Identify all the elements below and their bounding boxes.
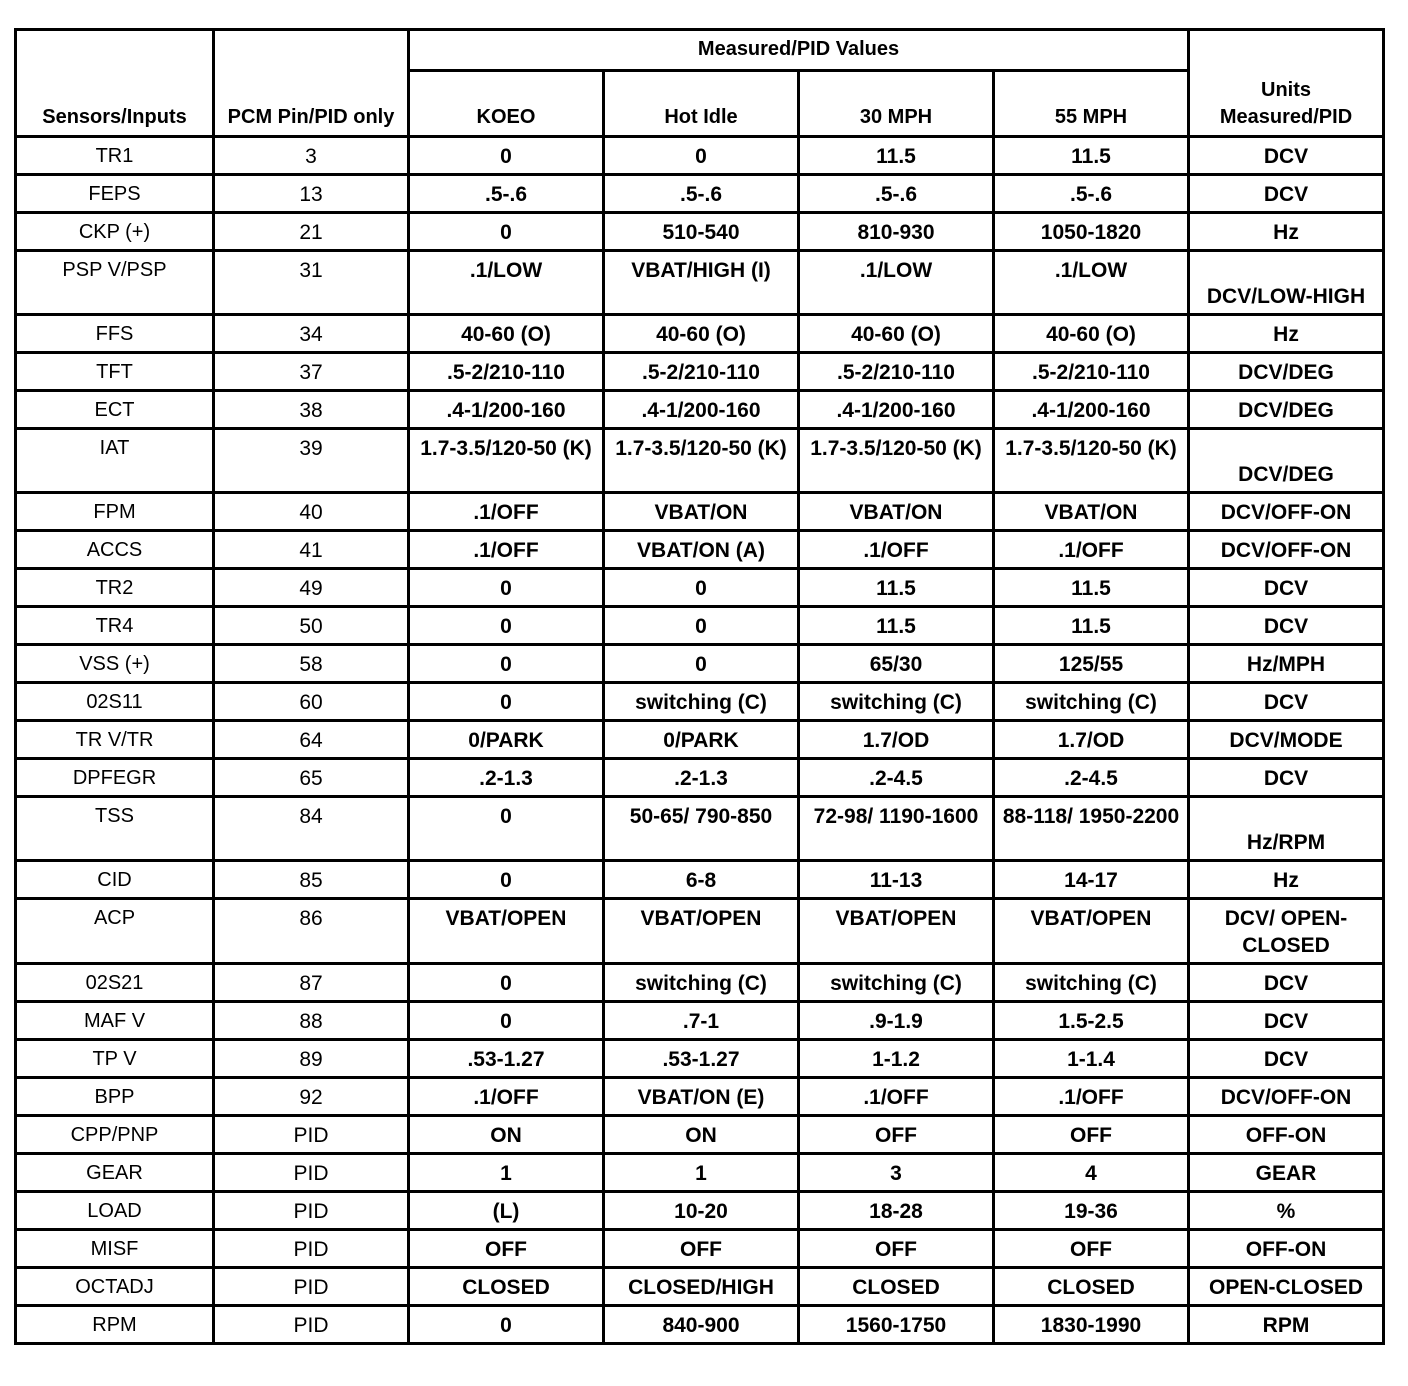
mph30-cell: .1/OFF [799, 531, 994, 569]
sensor-cell: FFS [16, 315, 214, 353]
units-cell: DCV [1189, 964, 1384, 1002]
mph55-cell: .1/OFF [994, 1078, 1189, 1116]
koeo-cell: 0 [409, 683, 604, 721]
sensor-cell: VSS (+) [16, 645, 214, 683]
pin-cell: 49 [214, 569, 409, 607]
units-cell: DCV [1189, 569, 1384, 607]
mph55-cell: 1.5-2.5 [994, 1002, 1189, 1040]
units-cell: DCV/OFF-ON [1189, 531, 1384, 569]
pin-cell: 31 [214, 251, 409, 315]
pin-cell: 84 [214, 797, 409, 861]
mph55-cell: 88-118/ 1950-2200 [994, 797, 1189, 861]
hot-idle-cell: VBAT/OPEN [604, 899, 799, 964]
sensor-cell: 02S11 [16, 683, 214, 721]
sensor-cell: TR4 [16, 607, 214, 645]
hot-idle-cell: VBAT/ON [604, 493, 799, 531]
mph30-cell: .5-2/210-110 [799, 353, 994, 391]
mph30-cell: 1.7/OD [799, 721, 994, 759]
units-cell: OFF-ON [1189, 1116, 1384, 1154]
koeo-cell: .2-1.3 [409, 759, 604, 797]
pin-cell: 89 [214, 1040, 409, 1078]
mph30-cell: 72-98/ 1190-1600 [799, 797, 994, 861]
mph30-cell: 1.7-3.5/120-50 (K) [799, 429, 994, 493]
pin-cell: 37 [214, 353, 409, 391]
hot-idle-cell: 1.7-3.5/120-50 (K) [604, 429, 799, 493]
sensor-cell: ECT [16, 391, 214, 429]
hot-idle-cell: switching (C) [604, 964, 799, 1002]
sensor-cell: MAF V [16, 1002, 214, 1040]
pin-cell: 58 [214, 645, 409, 683]
table-header [16, 30, 1384, 137]
koeo-cell: OFF [409, 1230, 604, 1268]
mph30-cell: 11.5 [799, 137, 994, 175]
hot-idle-cell: .5-2/210-110 [604, 353, 799, 391]
koeo-cell: 0 [409, 213, 604, 251]
sensor-cell: ACP [16, 899, 214, 964]
pin-cell: 85 [214, 861, 409, 899]
sensor-cell: FPM [16, 493, 214, 531]
koeo-cell: (L) [409, 1192, 604, 1230]
mph30-cell: .5-.6 [799, 175, 994, 213]
table-row [16, 315, 1384, 353]
mph55-cell: 11.5 [994, 137, 1189, 175]
header-55-mph: 55 MPH [994, 71, 1189, 137]
pin-cell: PID [214, 1230, 409, 1268]
hot-idle-cell: .2-1.3 [604, 759, 799, 797]
sensor-cell: CID [16, 861, 214, 899]
mph55-cell: 11.5 [994, 607, 1189, 645]
pin-cell: 38 [214, 391, 409, 429]
sensor-cell: OCTADJ [16, 1268, 214, 1306]
units-cell: DCV/ OPEN-CLOSED [1189, 899, 1384, 964]
table-row [16, 607, 1384, 645]
hot-idle-cell: 6-8 [604, 861, 799, 899]
table-row [16, 1306, 1384, 1344]
hot-idle-cell: 10-20 [604, 1192, 799, 1230]
units-cell: DCV/DEG [1189, 391, 1384, 429]
koeo-cell: 0 [409, 964, 604, 1002]
pin-cell: 41 [214, 531, 409, 569]
mph30-cell: 11-13 [799, 861, 994, 899]
table-row [16, 531, 1384, 569]
mph30-cell: 65/30 [799, 645, 994, 683]
mph30-cell: OFF [799, 1230, 994, 1268]
hot-idle-cell: .7-1 [604, 1002, 799, 1040]
mph30-cell: VBAT/ON [799, 493, 994, 531]
koeo-cell: 1.7-3.5/120-50 (K) [409, 429, 604, 493]
koeo-cell: 0 [409, 1306, 604, 1344]
mph55-cell: switching (C) [994, 964, 1189, 1002]
sensor-cell: MISF [16, 1230, 214, 1268]
header-koeo: KOEO [409, 71, 604, 137]
hot-idle-cell: CLOSED/HIGH [604, 1268, 799, 1306]
table-row [16, 569, 1384, 607]
hot-idle-cell: .5-.6 [604, 175, 799, 213]
hot-idle-cell: VBAT/ON (A) [604, 531, 799, 569]
hot-idle-cell: ON [604, 1116, 799, 1154]
pin-cell: 92 [214, 1078, 409, 1116]
units-cell: DCV/LOW-HIGH [1189, 251, 1384, 315]
table-row [16, 137, 1384, 175]
hot-idle-cell: OFF [604, 1230, 799, 1268]
pin-cell: 88 [214, 1002, 409, 1040]
mph55-cell: .5-.6 [994, 175, 1189, 213]
table-row [16, 1116, 1384, 1154]
koeo-cell: 0 [409, 137, 604, 175]
hot-idle-cell: 0 [604, 607, 799, 645]
units-cell: Hz [1189, 315, 1384, 353]
mph30-cell: 3 [799, 1154, 994, 1192]
units-cell: DCV [1189, 1040, 1384, 1078]
sensor-cell: RPM [16, 1306, 214, 1344]
sensor-cell: CKP (+) [16, 213, 214, 251]
mph30-cell: 1-1.2 [799, 1040, 994, 1078]
sensor-cell: ACCS [16, 531, 214, 569]
table-row [16, 1040, 1384, 1078]
mph30-cell: .2-4.5 [799, 759, 994, 797]
pin-cell: 87 [214, 964, 409, 1002]
koeo-cell: .4-1/200-160 [409, 391, 604, 429]
units-cell: DCV [1189, 1002, 1384, 1040]
units-cell: GEAR [1189, 1154, 1384, 1192]
units-cell: OPEN-CLOSED [1189, 1268, 1384, 1306]
koeo-cell: VBAT/OPEN [409, 899, 604, 964]
koeo-cell: .5-2/210-110 [409, 353, 604, 391]
mph30-cell: 11.5 [799, 607, 994, 645]
units-cell: DCV [1189, 683, 1384, 721]
units-cell: Hz [1189, 861, 1384, 899]
sensor-cell: TR1 [16, 137, 214, 175]
koeo-cell: CLOSED [409, 1268, 604, 1306]
units-cell: DCV [1189, 607, 1384, 645]
mph30-cell: VBAT/OPEN [799, 899, 994, 964]
hot-idle-cell: 50-65/ 790-850 [604, 797, 799, 861]
mph30-cell: .9-1.9 [799, 1002, 994, 1040]
table-row [16, 759, 1384, 797]
mph30-cell: .4-1/200-160 [799, 391, 994, 429]
mph30-cell: OFF [799, 1116, 994, 1154]
table-row [16, 391, 1384, 429]
pin-cell: 65 [214, 759, 409, 797]
sensor-cell: TR V/TR [16, 721, 214, 759]
mph30-cell: CLOSED [799, 1268, 994, 1306]
table-row [16, 1268, 1384, 1306]
table-row [16, 213, 1384, 251]
units-cell: DCV/DEG [1189, 429, 1384, 493]
sensor-cell: TP V [16, 1040, 214, 1078]
table-row [16, 1078, 1384, 1116]
units-cell: DCV/OFF-ON [1189, 1078, 1384, 1116]
mph55-cell: 4 [994, 1154, 1189, 1192]
pin-cell: 50 [214, 607, 409, 645]
mph55-cell: 1050-1820 [994, 213, 1189, 251]
hot-idle-cell: 0/PARK [604, 721, 799, 759]
table-row [16, 1230, 1384, 1268]
sensor-cell: TSS [16, 797, 214, 861]
mph55-cell: .5-2/210-110 [994, 353, 1189, 391]
mph55-cell: 1830-1990 [994, 1306, 1189, 1344]
table-row [16, 353, 1384, 391]
hot-idle-cell: VBAT/ON (E) [604, 1078, 799, 1116]
table-row [16, 1002, 1384, 1040]
mph30-cell: 810-930 [799, 213, 994, 251]
koeo-cell: 0 [409, 569, 604, 607]
sensor-cell: TR2 [16, 569, 214, 607]
units-cell: DCV/OFF-ON [1189, 493, 1384, 531]
table-row [16, 1154, 1384, 1192]
table-row [16, 797, 1384, 861]
pin-cell: 13 [214, 175, 409, 213]
table-row [16, 251, 1384, 315]
hot-idle-cell: switching (C) [604, 683, 799, 721]
table-row [16, 1192, 1384, 1230]
header-sensors: Sensors/Inputs [16, 30, 214, 137]
pin-cell: 3 [214, 137, 409, 175]
mph55-cell: VBAT/OPEN [994, 899, 1189, 964]
mph55-cell: 1.7-3.5/120-50 (K) [994, 429, 1189, 493]
header-30-mph: 30 MPH [799, 71, 994, 137]
koeo-cell: .1/OFF [409, 531, 604, 569]
koeo-cell: 0 [409, 645, 604, 683]
koeo-cell: 0 [409, 797, 604, 861]
hot-idle-cell: .53-1.27 [604, 1040, 799, 1078]
units-cell: Hz/MPH [1189, 645, 1384, 683]
mph55-cell: .1/LOW [994, 251, 1189, 315]
hot-idle-cell: 0 [604, 645, 799, 683]
units-cell: % [1189, 1192, 1384, 1230]
table-row [16, 493, 1384, 531]
hot-idle-cell: 40-60 (O) [604, 315, 799, 353]
pin-cell: PID [214, 1268, 409, 1306]
units-cell: DCV/MODE [1189, 721, 1384, 759]
hot-idle-cell: 1 [604, 1154, 799, 1192]
mph55-cell: .4-1/200-160 [994, 391, 1189, 429]
mph30-cell: 18-28 [799, 1192, 994, 1230]
pin-cell: 40 [214, 493, 409, 531]
mph30-cell: .1/OFF [799, 1078, 994, 1116]
sensor-cell: CPP/PNP [16, 1116, 214, 1154]
sensor-cell: TFT [16, 353, 214, 391]
units-cell: OFF-ON [1189, 1230, 1384, 1268]
koeo-cell: 0 [409, 607, 604, 645]
table-row [16, 429, 1384, 493]
koeo-cell: 0 [409, 1002, 604, 1040]
koeo-cell: .1/OFF [409, 493, 604, 531]
mph55-cell: 11.5 [994, 569, 1189, 607]
header-row-top [16, 30, 1384, 71]
mph30-cell: 11.5 [799, 569, 994, 607]
koeo-cell: ON [409, 1116, 604, 1154]
sensor-cell: GEAR [16, 1154, 214, 1192]
koeo-cell: .5-.6 [409, 175, 604, 213]
sensor-cell: BPP [16, 1078, 214, 1116]
hot-idle-cell: 0 [604, 569, 799, 607]
mph55-cell: .1/OFF [994, 531, 1189, 569]
table-row [16, 861, 1384, 899]
table-row [16, 899, 1384, 964]
pin-cell: PID [214, 1116, 409, 1154]
koeo-cell: 0/PARK [409, 721, 604, 759]
koeo-cell: 0 [409, 861, 604, 899]
table-body [16, 137, 1384, 1344]
hot-idle-cell: 840-900 [604, 1306, 799, 1344]
hot-idle-cell: VBAT/HIGH (I) [604, 251, 799, 315]
sensor-cell: 02S21 [16, 964, 214, 1002]
pin-cell: 60 [214, 683, 409, 721]
pin-cell: 64 [214, 721, 409, 759]
pin-cell: PID [214, 1192, 409, 1230]
mph55-cell: CLOSED [994, 1268, 1189, 1306]
units-cell: DCV [1189, 759, 1384, 797]
table-row [16, 964, 1384, 1002]
pin-cell: 34 [214, 315, 409, 353]
koeo-cell: .53-1.27 [409, 1040, 604, 1078]
koeo-cell: .1/LOW [409, 251, 604, 315]
hot-idle-cell: 0 [604, 137, 799, 175]
pin-cell: PID [214, 1154, 409, 1192]
mph55-cell: VBAT/ON [994, 493, 1189, 531]
header-measured-group: Measured/PID Values [409, 30, 1189, 71]
mph30-cell: switching (C) [799, 683, 994, 721]
units-cell: DCV [1189, 137, 1384, 175]
mph55-cell: 14-17 [994, 861, 1189, 899]
units-cell: Hz/RPM [1189, 797, 1384, 861]
table-row [16, 175, 1384, 213]
sensor-cell: IAT [16, 429, 214, 493]
pin-cell: PID [214, 1306, 409, 1344]
pin-cell: 21 [214, 213, 409, 251]
mph30-cell: 40-60 (O) [799, 315, 994, 353]
hot-idle-cell: .4-1/200-160 [604, 391, 799, 429]
units-cell: DCV/DEG [1189, 353, 1384, 391]
koeo-cell: .1/OFF [409, 1078, 604, 1116]
units-cell: DCV [1189, 175, 1384, 213]
koeo-cell: 1 [409, 1154, 604, 1192]
sensor-cell: LOAD [16, 1192, 214, 1230]
units-cell: RPM [1189, 1306, 1384, 1344]
pin-cell: 86 [214, 899, 409, 964]
mph30-cell: .1/LOW [799, 251, 994, 315]
pin-cell: 39 [214, 429, 409, 493]
units-cell: Hz [1189, 213, 1384, 251]
mph55-cell: 1.7/OD [994, 721, 1189, 759]
mph55-cell: OFF [994, 1230, 1189, 1268]
sensor-cell: DPFEGR [16, 759, 214, 797]
header-pin: PCM Pin/PID only [214, 30, 409, 137]
mph55-cell: 125/55 [994, 645, 1189, 683]
mph55-cell: .2-4.5 [994, 759, 1189, 797]
pid-values-table [14, 28, 1385, 1345]
mph55-cell: 1-1.4 [994, 1040, 1189, 1078]
table-row [16, 721, 1384, 759]
table-row [16, 683, 1384, 721]
koeo-cell: 40-60 (O) [409, 315, 604, 353]
mph30-cell: 1560-1750 [799, 1306, 994, 1344]
header-hot-idle: Hot Idle [604, 71, 799, 137]
hot-idle-cell: 510-540 [604, 213, 799, 251]
mph55-cell: switching (C) [994, 683, 1189, 721]
header-units: Units Measured/PID [1189, 30, 1384, 137]
table-row [16, 645, 1384, 683]
mph55-cell: OFF [994, 1116, 1189, 1154]
sensor-cell: FEPS [16, 175, 214, 213]
mph55-cell: 40-60 (O) [994, 315, 1189, 353]
sensor-cell: PSP V/PSP [16, 251, 214, 315]
mph55-cell: 19-36 [994, 1192, 1189, 1230]
mph30-cell: switching (C) [799, 964, 994, 1002]
